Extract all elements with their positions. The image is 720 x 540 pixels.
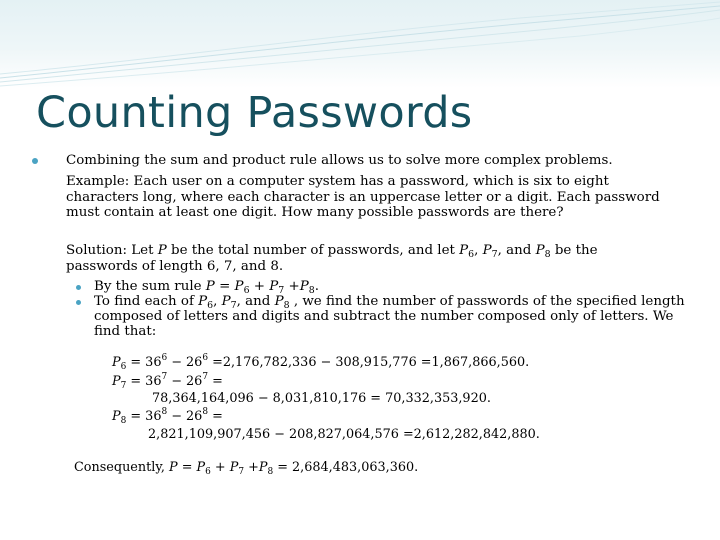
find-each-line-3: find that: <box>94 324 157 339</box>
intro-line-4: must contain at least one digit. How many possible passwords are there? <box>66 205 564 220</box>
calc-p8: $P_8 = 36^8 - 26^8$ = <box>112 407 223 426</box>
calc-p6: $P_6 = 36^6 - 26^6 =2,176,782,336 - 308,915,776 =1,867,866,560$. <box>112 353 530 372</box>
calc-p7: $P_7 = 36^7 - 26^7$ = <box>112 372 223 391</box>
find-each-line-1: To find each of $P_6$, $P_7$, and $P_8$ , we find the number of passwords of the specified length <box>94 294 685 311</box>
slide-title: Counting Passwords <box>36 88 473 138</box>
intro-line-3: characters long, where each character is an uppercase letter or a digit. Each password <box>66 190 660 205</box>
bullet-icon <box>32 158 38 164</box>
intro-line-1: Combining the sum and product rule allows us to solve more complex problems. <box>66 153 613 168</box>
find-each-line-2: composed of letters and digits and subtract the number composed only of letters. We <box>94 309 674 324</box>
solution-line-2: passwords of length 6, 7, and 8. <box>66 259 284 274</box>
calc-p7-value: 78,364,164,096 − 8,031,810,176 = 70,332,353,920. <box>152 391 491 406</box>
solution-label: Solution: <box>66 243 128 258</box>
solution-line-1 <box>66 243 598 259</box>
bullet-icon <box>76 285 81 290</box>
intro-line-2: Example: Each user on a computer system has a password, which is six to eight <box>66 174 609 189</box>
calc-p8-value: 2,821,109,907,456 − 208,827,064,576 =2,612,282,842,880. <box>148 427 540 442</box>
solution-text: Let P be the total number of passwords, and let $P_6$, $P_7$, and $P_8$ be the <box>131 243 598 260</box>
conclusion-line: Consequently, $P = P_6 + P_7 +P_8 = 2,684,483,063,360$. <box>74 460 419 477</box>
bullet-icon <box>76 300 81 305</box>
sum-rule-line: By the sum rule $P = P_6 + P_7 +P_8$. <box>94 279 319 296</box>
